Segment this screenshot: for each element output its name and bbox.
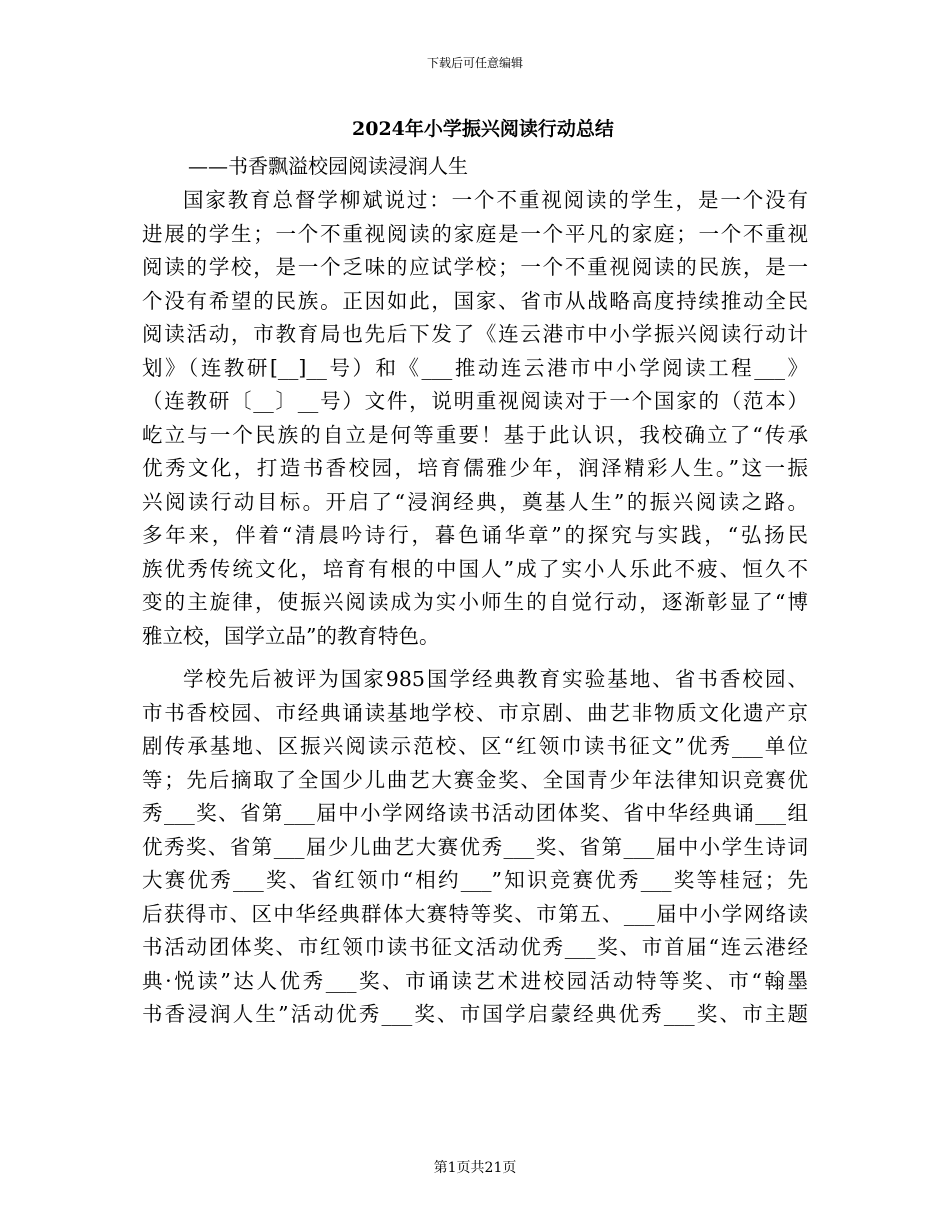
paragraph-line: 阅读活动，市教育局也先后下发了《连云港市中小学振兴阅读行动计 (142, 322, 808, 346)
paragraph-line: 剧传承基地、区振兴阅读示范校、区“红领巾读书征文”优秀___单位 (142, 734, 808, 758)
page-header-note: 下载后可任意编辑 (426, 56, 523, 70)
paragraph-line: 秀___奖、省第___届中小学网络读书活动团体奖、省中华经典诵___组 (142, 801, 808, 825)
paragraph-line: 变的主旋律，使振兴阅读成为实小师生的自觉行动，逐渐彰显了“博 (142, 590, 808, 614)
paragraph-line: 书香浸润人生”活动优秀___奖、市国学启蒙经典优秀___奖、市主题 (142, 1002, 808, 1026)
paragraph-line: 阅读的学校，是一个乏味的应试学校；一个不重视阅读的民族，是一 (142, 255, 808, 279)
document-title: 2024年小学振兴阅读行动总结 (352, 118, 614, 140)
paragraph-line: 大赛优秀___奖、省红领巾“相约___”知识竞赛优秀___奖等桂冠；先 (142, 868, 808, 892)
paragraph-line: 划》（连教研[__]__号）和《___推动连云港市中小学阅读工程___》 (142, 355, 808, 380)
paragraph-line: 进展的学生；一个不重视阅读的家庭是一个平凡的家庭；一个不重视 (142, 221, 808, 246)
paragraph-line: 国家教育总督学柳斌说过：一个不重视阅读的学生，是一个没有 (183, 188, 808, 212)
paragraph-line: 族优秀传统文化，培育有根的中国人”成了实小人乐此不疲、恒久不 (142, 556, 808, 581)
paragraph-line: 等；先后摘取了全国少儿曲艺大赛金奖、全国青少年法律知识竞赛优 (142, 767, 808, 792)
document-body (142, 184, 808, 1032)
paragraph-line: 多年来，伴着“清晨吟诗行，暮色诵华章”的探究与实践，“弘扬民 (142, 523, 808, 547)
paragraph-line: 兴阅读行动目标。开启了“浸润经典，奠基人生”的振兴阅读之路。 (142, 489, 808, 514)
paragraph-line: 屹立与一个民族的自立是何等重要！基于此认识，我校确立了“传承 (142, 422, 808, 447)
page-footer-number: 第1页共21页 (433, 1160, 517, 1176)
paragraph-line: 后获得市、区中华经典群体大赛特等奖、市第五、___届中小学网络读 (142, 901, 808, 926)
paragraph-1 (142, 184, 808, 653)
document-subtitle: ——书香飘溢校园阅读浸润人生 (188, 154, 468, 178)
paragraph-line: 优秀奖、省第___届少儿曲艺大赛优秀___奖、省第___届中小学生诗词 (142, 834, 808, 859)
paragraph-line: 优秀文化，打造书香校园，培育儒雅少年，润泽精彩人生。”这一振 (142, 456, 808, 480)
paragraph-line: 雅立校，国学立品”的教育特色。 (142, 623, 440, 648)
paragraph-line: 典·悦读”达人优秀___奖、市诵读艺术进校园活动特等奖、市“翰墨 (142, 968, 808, 993)
paragraph-line: 学校先后被评为国家985国学经典教育实验基地、省书香校园、 (183, 667, 808, 691)
paragraph-line: 市书香校园、市经典诵读基地学校、市京剧、曲艺非物质文化遗产京 (142, 700, 808, 725)
paragraph-2 (142, 663, 808, 1032)
paragraph-line: 个没有希望的民族。正因如此，国家、省市从战略高度持续推动全民 (142, 288, 808, 313)
paragraph-line: 书活动团体奖、市红领巾读书征文活动优秀___奖、市首届“连云港经 (142, 935, 808, 959)
paragraph-line: （连教研〔__〕__号）文件，说明重视阅读对于一个国家的（范本） (142, 389, 808, 413)
